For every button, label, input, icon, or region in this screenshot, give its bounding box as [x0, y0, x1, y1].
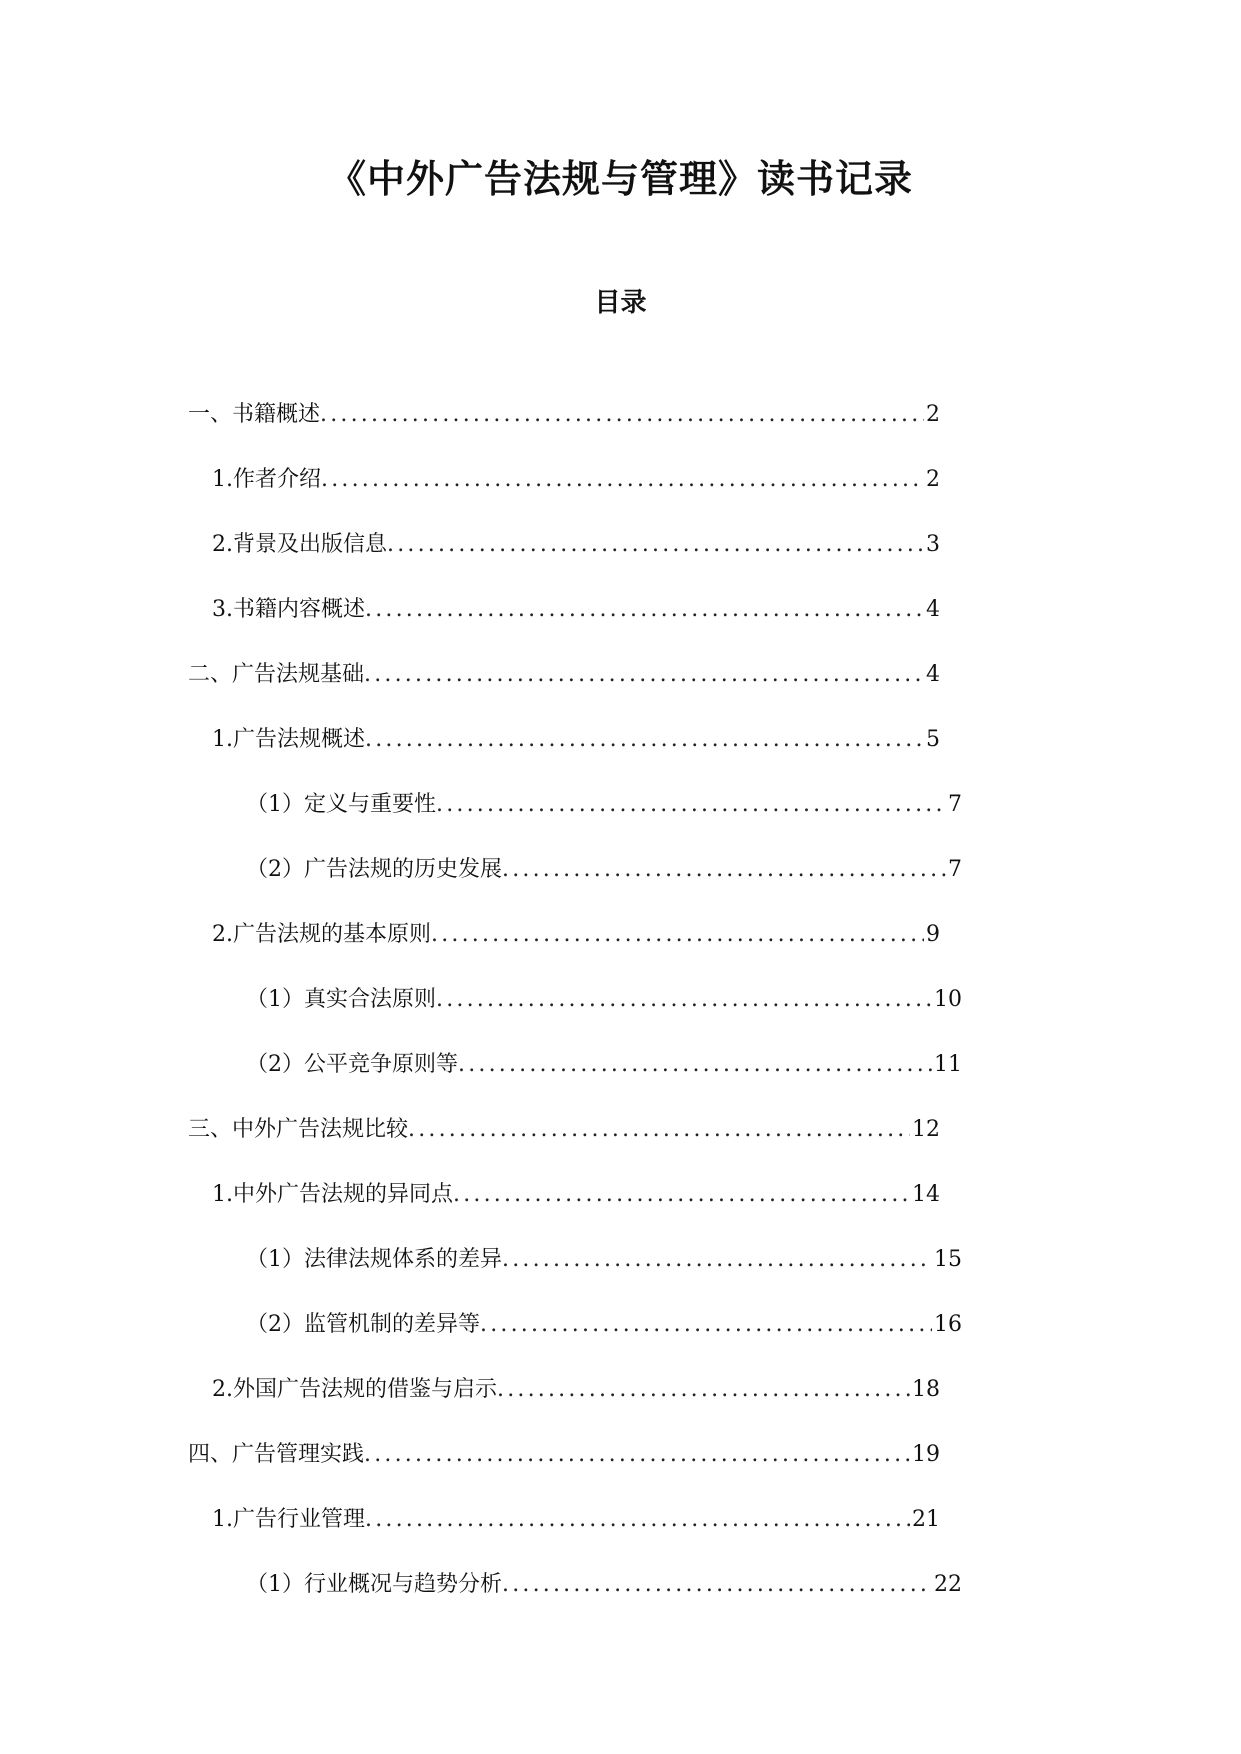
toc-entry[interactable] [0, 1552, 962, 1617]
toc-entry[interactable] [0, 512, 940, 577]
dot-leader [453, 1180, 910, 1210]
toc-entry-label: 真实合法原则 [304, 986, 437, 1012]
dot-leader [497, 1375, 910, 1405]
toc-entry-label: 外国广告法规的借鉴与启示 [233, 1376, 498, 1402]
toc-entry-label: 广告法规基础 [232, 661, 365, 687]
dot-leader [365, 725, 924, 755]
toc-entry-page: 9 [926, 921, 940, 947]
dot-leader [365, 595, 924, 625]
toc-entry-number: （2） [246, 856, 304, 882]
toc-entry[interactable] [0, 1487, 940, 1552]
toc-entry-page: 21 [912, 1506, 940, 1532]
toc-entry-label: 广告法规的基本原则 [233, 921, 432, 947]
document-title: 《中外广告法规与管理》读书记录 [327, 157, 913, 201]
dot-leader [436, 790, 946, 820]
toc-entry[interactable] [0, 577, 940, 642]
dot-leader [436, 985, 932, 1015]
dot-leader [431, 920, 924, 950]
dot-leader [365, 1505, 910, 1535]
toc-entry-page: 7 [948, 856, 962, 882]
toc-entry-page: 10 [934, 986, 962, 1012]
toc-entry-page: 3 [926, 531, 940, 557]
toc-entry-label: 行业概况与趋势分析 [304, 1571, 503, 1597]
toc-entry-number: 一、 [188, 401, 233, 427]
toc-entry-label: 广告管理实践 [232, 1441, 365, 1467]
toc-entry[interactable] [0, 967, 962, 1032]
dot-leader [320, 400, 924, 430]
dot-leader [458, 1050, 932, 1080]
toc-entry-label: 中外广告法规比较 [232, 1116, 409, 1142]
toc-entry-number: （1） [246, 1246, 304, 1272]
dot-leader [408, 1115, 910, 1145]
toc-entry-label: 背景及出版信息 [233, 531, 388, 557]
dot-leader [387, 530, 924, 560]
toc-entry-page: 22 [934, 1571, 962, 1597]
toc-entry-number: （1） [246, 986, 304, 1012]
toc-entry[interactable] [0, 1422, 940, 1487]
toc-entry[interactable] [0, 447, 940, 512]
toc-entry[interactable] [0, 642, 940, 707]
toc-entry-page: 12 [912, 1116, 940, 1142]
toc-entry[interactable] [0, 1097, 940, 1162]
toc-entry-page: 19 [912, 1441, 940, 1467]
toc-entry[interactable] [0, 1162, 940, 1227]
toc-entry-label: 法律法规体系的差异 [304, 1246, 503, 1272]
toc-entry[interactable] [0, 382, 940, 447]
dot-leader [502, 1245, 932, 1275]
toc-entry-number: 三、 [188, 1116, 233, 1142]
toc-entry[interactable] [0, 837, 962, 902]
toc-entry-label: 监管机制的差异等 [304, 1311, 481, 1337]
toc-entry-number: （2） [246, 1311, 304, 1337]
toc-entry-label: 书籍内容概述 [233, 596, 366, 622]
table-of-contents [0, 382, 1241, 1617]
toc-entry[interactable] [0, 902, 940, 967]
dot-leader [364, 660, 924, 690]
toc-entry-label: 定义与重要性 [304, 791, 437, 817]
toc-entry-page: 18 [912, 1376, 940, 1402]
toc-entry-page: 4 [926, 661, 940, 687]
toc-entry[interactable] [0, 1357, 940, 1422]
toc-entry-number: （1） [246, 791, 304, 817]
toc-entry-number: 2. [212, 921, 233, 947]
toc-entry-page: 16 [934, 1311, 962, 1337]
toc-entry-page: 4 [926, 596, 940, 622]
toc-entry[interactable] [0, 1292, 962, 1357]
toc-entry-page: 15 [934, 1246, 962, 1272]
toc-entry-number: 1. [212, 726, 233, 752]
toc-entry-page: 14 [912, 1181, 940, 1207]
toc-entry-label: 作者介绍 [233, 466, 322, 492]
toc-entry-page: 11 [934, 1051, 962, 1077]
toc-entry-page: 2 [926, 401, 940, 427]
toc-entry-number: 二、 [188, 661, 233, 687]
toc-entry-label: 书籍概述 [232, 401, 321, 427]
toc-entry-number: 2. [212, 1376, 233, 1402]
dot-leader [480, 1310, 932, 1340]
toc-entry[interactable] [0, 1032, 962, 1097]
toc-entry-page: 7 [948, 791, 962, 817]
dot-leader [502, 1570, 932, 1600]
toc-entry[interactable] [0, 707, 940, 772]
toc-entry-number: 1. [212, 466, 233, 492]
toc-entry-label: 广告法规的历史发展 [304, 856, 503, 882]
toc-entry-number: 四、 [188, 1441, 233, 1467]
toc-entry-number: 1. [212, 1181, 233, 1207]
toc-entry-number: 2. [212, 531, 233, 557]
toc-entry-label: 公平竞争原则等 [304, 1051, 459, 1077]
toc-entry-label: 中外广告法规的异同点 [233, 1181, 454, 1207]
toc-entry-page: 5 [926, 726, 940, 752]
toc-entry-number: （2） [246, 1051, 304, 1077]
dot-leader [364, 1440, 910, 1470]
toc-entry-number: 1. [212, 1506, 233, 1532]
toc-heading: 目录 [594, 288, 647, 318]
toc-entry-number: 3. [212, 596, 233, 622]
toc-entry[interactable] [0, 1227, 962, 1292]
dot-leader [502, 855, 946, 885]
toc-entry-page: 2 [926, 466, 940, 492]
dot-leader [321, 465, 924, 495]
toc-entry-number: （1） [246, 1571, 304, 1597]
toc-entry-label: 广告行业管理 [233, 1506, 366, 1532]
toc-entry[interactable] [0, 772, 962, 837]
toc-entry-label: 广告法规概述 [233, 726, 366, 752]
